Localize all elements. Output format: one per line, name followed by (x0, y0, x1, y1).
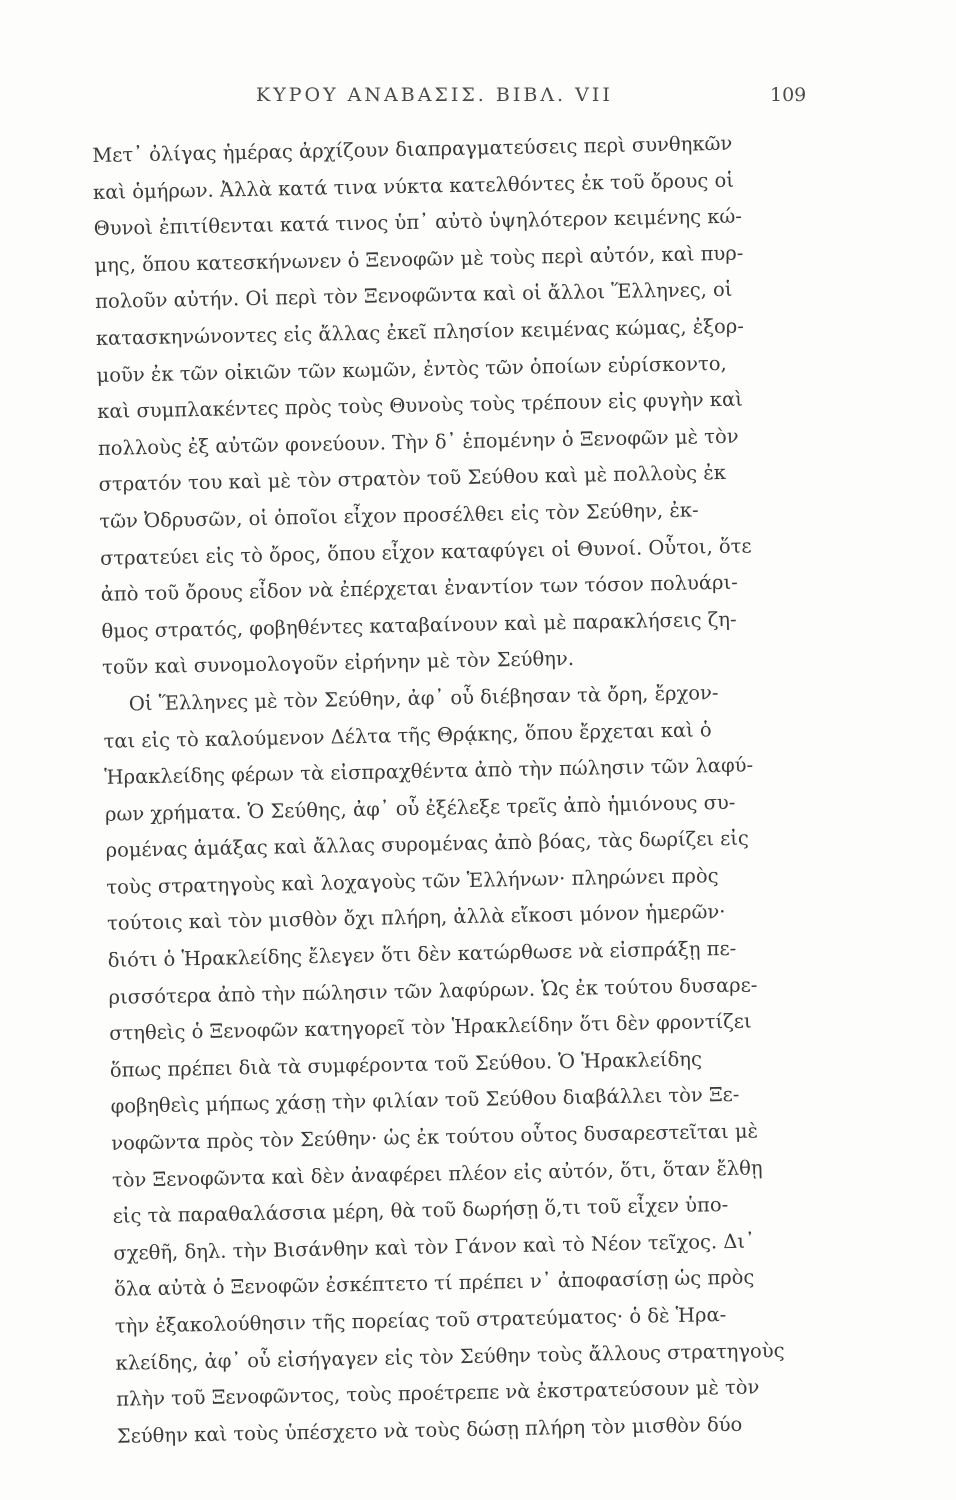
text-line-17: ται εἰς τὸ καλούμενον Δέλτα τῆς Θρᾴκης, ὅπου ἔρχεται καὶ ὁ (103, 717, 712, 753)
text-line-10: στρατόν του καὶ μὲ τὸν στρατὸν τοῦ Σεύθου καὶ μὲ πολλοὺς ἐκ (98, 461, 727, 497)
page-number: 109 (770, 84, 807, 106)
body-text (92, 123, 877, 1455)
text-line-1: Μετ᾽ ὀλίγας ἡμέρας ἀρχίζουν διαπραγματεύσεις περὶ συνθηκῶν (92, 131, 733, 167)
text-line-23: διότι ὁ Ἡρακλείδης ἔλεγεν ὅτι δὲν κατώρθωσε νὰ εἰσπράξῃ πε- (107, 936, 737, 972)
text-line-18: Ἡρακλείδης φέρων τὰ εἰσπραχθέντα ἀπὸ τὴν πώλησιν τῶν λαφύ- (104, 753, 754, 789)
text-line-36: Σεύθην καὶ τοὺς ὑπέσχετο νὰ τοὺς δώσῃ πλήρη τὸν μισθὸν δύο (116, 1412, 743, 1448)
text-line-29: τὸν Ξενοφῶντα καὶ δὲν ἀναφέρει πλέον εἰς αὐτόν, ὅτι, ὅταν ἔλθῃ (111, 1155, 763, 1192)
text-line-11: τῶν Ὀδρυσῶν, οἱ ὁποῖοι εἶχον προσέλθει εἰς τὸν Σεύθην, ἐκ- (99, 498, 699, 533)
text-line-22: τούτοις καὶ τὸν μισθὸν ὄχι πλήρη, ἀλλὰ εἴκοσι μόνον ἡμερῶν· (106, 900, 726, 936)
text-line-28: νοφῶντα πρὸς τὸν Σεύθην· ὡς ἐκ τούτου οὗτος δυσαρεστεῖται μὲ (111, 1119, 759, 1155)
text-line-5: πολοῦν αὐτήν. Οἱ περὶ τὸν Ξενοφῶντα καὶ οἱ ἄλλοι Ἕλληνες, οἱ (94, 278, 733, 314)
text-line-27: φοβηθεὶς μήπως χάσῃ τὴν φιλίαν τοῦ Σεύθου διαβάλλει τὸν Ξε- (110, 1083, 740, 1119)
text-line-4: μης, ὅπου κατεσκήνωνεν ὁ Ξενοφῶν μὲ τοὺς περὶ αὐτόν, καὶ πυρ- (94, 241, 744, 277)
text-line-7: μοῦν ἐκ τῶν οἰκιῶν τῶν κωμῶν, ἐντὸς τῶν ὁποίων εὑρίσκοντο, (96, 351, 727, 387)
text-line-16: Οἱ Ἕλληνες μὲ τὸν Σεύθην, ἀφ᾽ οὗ διέβησαν τὰ ὄρη, ἔρχον- (128, 680, 719, 716)
text-line-21: τοὺς στρατηγοὺς καὶ λοχαγοὺς τῶν Ἑλλήνων· πληρώνει πρὸς (106, 863, 719, 899)
text-line-2: καὶ ὁμήρων. Ἀλλὰ κατά τινα νύκτα κατελθόντες ἐκ τοῦ ὄρους οἱ (92, 168, 735, 204)
text-line-34: κλείδης, ἀφ᾽ οὗ εἰσήγαγεν εἰς τὸν Σεύθην τοὺς ἄλλους στρατηγοὺς (115, 1338, 785, 1375)
text-line-15: τοῦν καὶ συνομολογοῦν εἰρήνην μὲ τὸν Σεύθην. (101, 647, 575, 680)
text-line-33: τὴν ἐξακολούθησιν τῆς πορείας τοῦ στρατεύματος· ὁ δὲ Ἡρα- (114, 1303, 727, 1338)
text-line-3: Θυνοὶ ἐπιτίθενται κατά τινος ὑπ᾽ αὐτὸ ὑψηλότερον κειμένης κώ- (93, 204, 743, 241)
text-line-14: θμος στρατός, φοβηθέντες καταβαίνουν καὶ μὲ παρακλήσεις ζη- (101, 607, 737, 643)
text-line-26: ὅπως πρέπει διὰ τὰ συμφέροντα τοῦ Σεύθου. Ὁ Ἡρακλείδης (109, 1047, 703, 1082)
text-line-35: πλὴν τοῦ Ξενοφῶντος, τοὺς προέτρεπε νὰ ἐκστρατεύσουν μὲ τὸν (116, 1375, 760, 1411)
text-line-9: πολλοὺς ἐξ αὐτῶν φονεύουν. Τὴν δ᾽ ἑπομένην ὁ Ξενοφῶν μὲ τὸν (97, 424, 739, 460)
text-line-25: στηθεὶς ὁ Ξενοφῶν κατηγορεῖ τὸν Ἡρακλείδην ὅτι δὲν φροντίζει (108, 1009, 752, 1046)
text-line-19: ρων χρήματα. Ὁ Σεύθης, ἀφ᾽ οὗ ἐξέλεξε τρεῖς ἀπὸ ἡμιόνους συ- (104, 790, 736, 826)
text-line-30: εἰς τὰ παραθαλάσσια μέρη, θὰ τοῦ δωρήσῃ ὅ,τι τοῦ εἶχεν ὑπο- (112, 1193, 729, 1229)
text-line-24: ρισσότερα ἀπὸ τὴν πώλησιν τῶν λαφύρων. Ὡς ἐκ τούτου δυσαρε- (108, 973, 758, 1009)
text-line-20: ρομένας ἁμάξας καὶ ἄλλας συρομένας ἀπὸ βόας, τὰς δωρίζει εἰς (105, 826, 750, 863)
running-title: ΚΥΡΟΥ ΑΝΑΒΑΣΙΣ. ΒΙΒΛ. VII (256, 84, 613, 106)
text-line-6: κατασκηνώνοντες εἰς ἄλλας ἐκεῖ πλησίον κειμένας κώμας, ἐξορ- (95, 314, 745, 350)
text-line-31: σχεθῆ, δηλ. τὴν Βισάνθην καὶ τὸν Γάνον καὶ τὸ Νέον τεῖχος. Δι᾽ (113, 1229, 755, 1265)
text-line-32: ὅλα αὐτὰ ὁ Ξενοφῶν ἐσκέπτετο τί πρέπει ν᾽ ἀποφασίσῃ ὡς πρὸς (113, 1265, 755, 1302)
text-line-13: ἀπὸ τοῦ ὄρους εἶδον νὰ ἐπέρχεται ἐναντίον των τόσον πολυάρι- (100, 570, 738, 607)
text-line-8: καὶ συμπλακέντες πρὸς τοὺς Θυνοὺς τοὺς τρέπουν εἰς φυγὴν καὶ (97, 387, 744, 424)
text-line-12: στρατεύει εἰς τὸ ὄρος, ὅπου εἶχον καταφύγει οἱ Θυνοί. Οὗτοι, ὅτε (99, 533, 752, 570)
